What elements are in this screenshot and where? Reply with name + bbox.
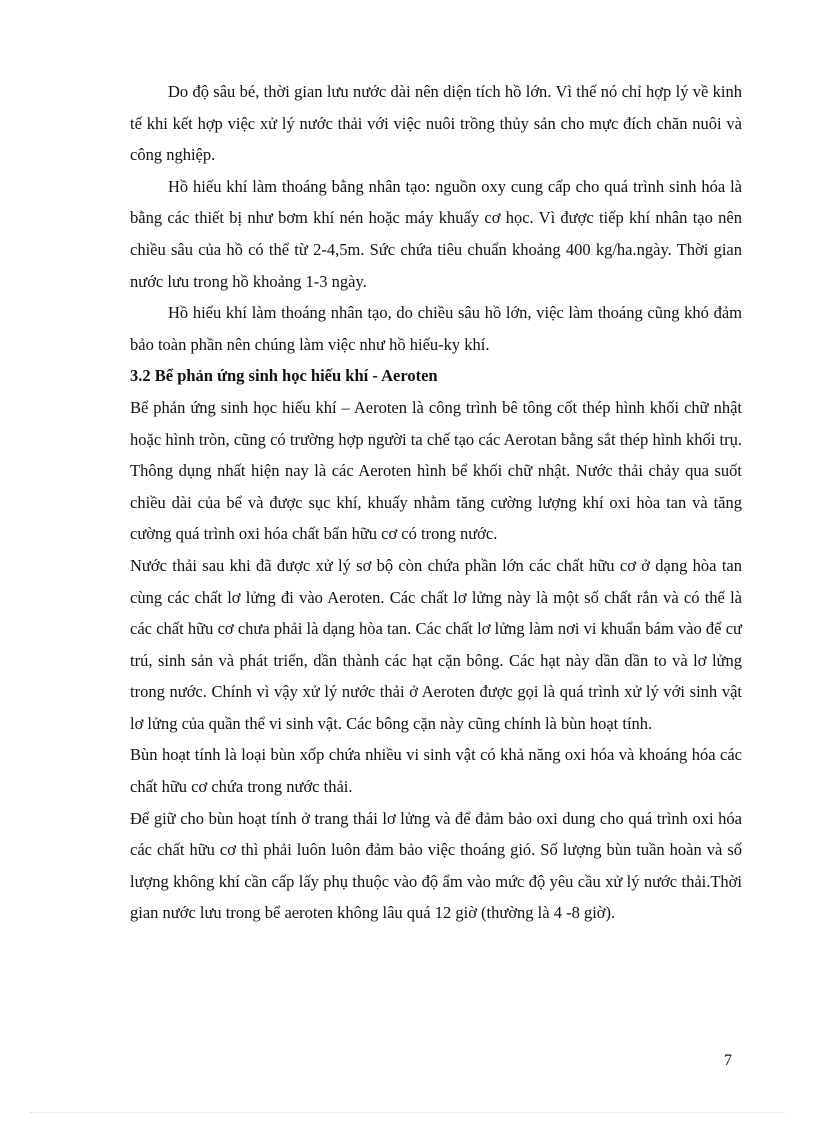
page-number: 7: [724, 1052, 732, 1069]
paragraph-5: Nước thải sau khi đã được xử lý sơ bộ còn chứa phần lớn các chất hữu cơ ở dạng hòa tan cùng các chất lơ lửng đi vào Aeroten. Các chất lơ lửng này là một số chất rắn và có thể là các chất hữu cơ chưa phải là dạng hòa tan. Các chất lơ lửng làm nơi vi khuẩn bám vào để cư trú, sinh sản và phát triển, dần thành các hạt cặn bông. Các hạt này dần dần to và lơ lửng trong nước. Chính vì vậy xử lý nước thải ở Aeroten được gọi là quá trình xử lý với sinh vật lơ lửng của quần thể vi sinh vật. Các bông cặn này cũng chính là bùn hoạt tính.: [130, 555, 742, 733]
paragraph-6: Bùn hoạt tính là loại bùn xốp chứa nhiều vi sinh vật có khả năng oxi hóa và khoáng hóa các chất hữu cơ chứa trong nước thải.: [130, 745, 742, 797]
paragraph-1: Do độ sâu bé, thời gian lưu nước dài nên diện tích hồ lớn. Vì thế nó chỉ hợp lý về kinh tế khi kết hợp việc xử lý nước thải với việc nuôi trồng thủy sản cho mực đích chăn nuôi và công nghiệp.: [130, 82, 742, 165]
page-bottom-divider: [30, 1112, 786, 1113]
section-heading: 3.2 Bể phản ứng sinh học hiếu khí - Aeroten: [130, 366, 438, 386]
paragraph-4: Bể phản ứng sinh học hiếu khí – Aeroten là công trình bê tông cốt thép hình khối chữ nhật hoặc hình tròn, cũng có trường hợp người ta chế tạo các Aerotan bằng sắt thép hình khối trụ. Thông dụng nhất hiện nay là các Aeroten hình bể khối chữ nhật. Nước thải chảy qua suốt chiều dài của bể và được sục khí, khuấy nhằm tăng cường lượng khí oxi hòa tan và tăng cường quá trình oxi hóa chất bẩn hữu cơ có trong nước.: [130, 397, 742, 544]
paragraph-2: Hồ hiếu khí làm thoáng bằng nhân tạo: nguồn oxy cung cấp cho quá trình sinh hóa là bằng các thiết bị như bơm khí nén hoặc máy khuấy cơ học. Vì được tiếp khí nhân tạo nên chiều sâu của hồ có thể từ 2-4,5m. Sức chứa tiêu chuẩn khoảng 400 kg/ha.ngày. Thời gian nước lưu trong hồ khoảng 1-3 ngày.: [130, 176, 742, 291]
paragraph-3: Hồ hiếu khí làm thoáng nhân tạo, do chiều sâu hồ lớn, việc làm thoáng cũng khó đảm bảo toàn phần nên chúng làm việc như hồ hiếu-ky khí.: [130, 303, 742, 354]
document-body: [130, 76, 742, 929]
paragraph-7: Để giữ cho bùn hoạt tính ở trang thái lơ lửng và để đảm bảo oxi dung cho quá trình oxi hóa các chất hữu cơ thì phải luôn luôn đảm bảo việc thoáng gió. Số lượng bùn tuần hoàn và số lượng không khí cần cấp lấy phụ thuộc vào độ ẩm vào mức độ yêu cầu xử lý nước thải.Thời gian nước lưu trong bể aeroten không lâu quá 12 giờ (thường là 4 -8 giờ).: [130, 808, 742, 923]
